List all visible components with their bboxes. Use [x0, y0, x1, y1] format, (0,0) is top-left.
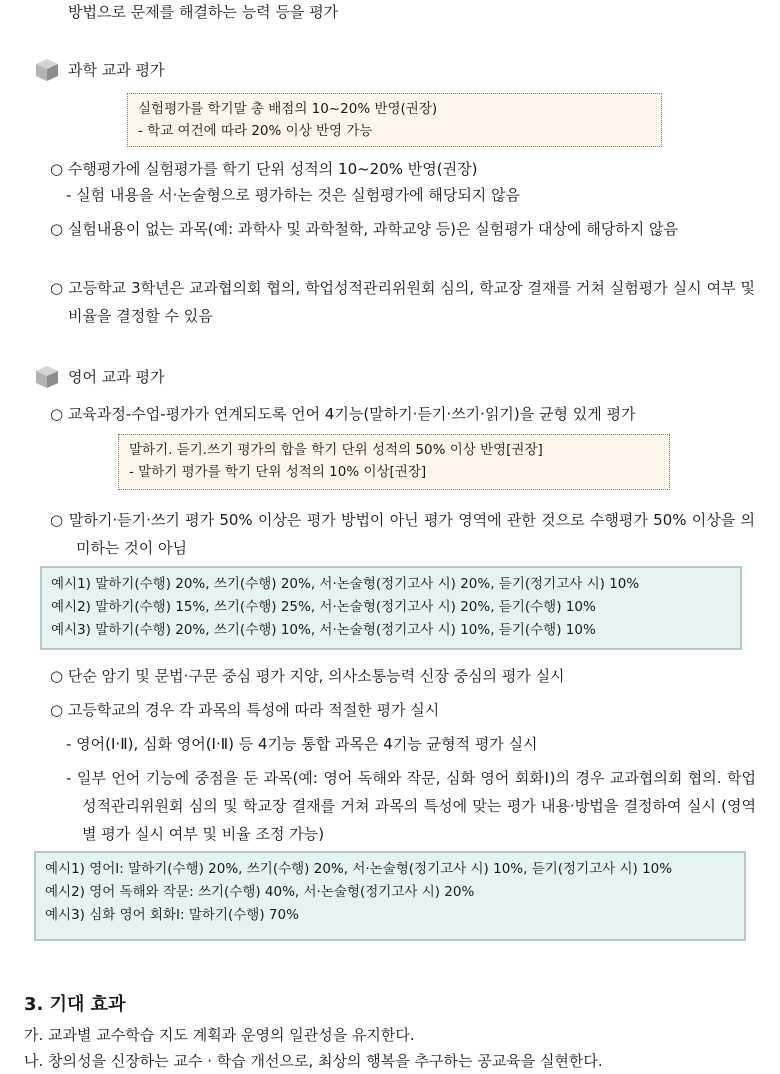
english-sub-1: - 영어(Ⅰ·Ⅱ), 심화 영어(Ⅰ·Ⅱ) 등 4기능 통합 과목은 4기능 균형적 평가 실시 [66, 735, 538, 753]
example-line: 예시2) 말하기(수행) 15%, 쓰기(수행) 25%, 서·논술형(정기고사 시) 20%, 듣기(수행) 10% [51, 599, 596, 615]
effect-line-1: 가. 교과별 교수학습 지도 계획과 운영의 일관성을 유지한다. [24, 1026, 415, 1044]
english-examples-box-1 [40, 566, 742, 650]
science-note-line: 실험평가를 학기말 총 배점의 10~20% 반영(권장) [138, 101, 438, 117]
science-heading-label: 과학 교과 평가 [68, 61, 165, 79]
example-line: 예시3) 심화 영어 회화Ⅰ: 말하기(수행) 70% [45, 907, 299, 923]
english-heading [34, 364, 164, 390]
science-note-line: - 학교 여건에 따라 20% 이상 반영 가능 [138, 123, 373, 139]
section-title: 3. 기대 효과 [24, 994, 126, 1015]
english-examples-box-2 [34, 851, 746, 941]
example-line: 예시2) 영어 독해와 작문: 쓰기(수행) 40%, 서·논술형(정기고사 시) 20% [45, 884, 475, 900]
science-note-box [127, 93, 662, 147]
english-item-3: ○ 단순 암기 및 문법·구문 중심 평가 지양, 의사소통능력 신장 중심의 평가 실시 [50, 667, 565, 685]
example-line: 예시1) 영어Ⅰ: 말하기(수행) 20%, 쓰기(수행) 20%, 서·논술형(정기고사 시) 10%, 듣기(정기고사 시) 10% [45, 861, 673, 877]
english-item-2: ○ 말하기·듣기·쓰기 평가 50% 이상은 평가 방법이 아닌 평가 영역에 관한 것으로 수행평가 50% 이상을 의미하는 것이 아님 [50, 511, 755, 557]
science-item-1-sub: - 실험 내용을 서·논술형으로 평가하는 것은 실험평가에 해당되지 않음 [66, 186, 521, 204]
cube-icon [34, 364, 60, 390]
intro-line: 방법으로 문제를 해결하는 능력 등을 평가 [68, 3, 339, 21]
example-line: 예시1) 말하기(수행) 20%, 쓰기(수행) 20%, 서·논술형(정기고사 시) 20%, 듣기(정기고사 시) 10% [51, 576, 640, 592]
effect-line-2: 나. 창의성을 신장하는 교수 · 학습 개선으로, 최상의 행복을 추구하는 공교육을 실현한다. [24, 1052, 603, 1070]
science-item-3: ○ 고등학교 3학년은 교과협의회 협의, 학업성적관리위원회 심의, 학교장 결재를 거쳐 실험평가 실시 여부 및 비율을 결정할 수 있음 [50, 279, 755, 325]
science-heading [34, 57, 164, 83]
english-heading-label: 영어 교과 평가 [68, 368, 165, 386]
cube-icon [34, 57, 60, 83]
english-note-line: 말하기. 듣기.쓰기 평가의 합을 학기 단위 성적의 50% 이상 반영[권장] [129, 442, 543, 458]
english-note-line: - 말하기 평가를 학기 단위 성적의 10% 이상[권장] [129, 464, 427, 480]
english-sub-2: - 일부 언어 기능에 중점을 둔 과목(예: 영어 독해와 작문, 심화 영어 회화Ⅰ)의 경우 교과협의회 협의. 학업성적관리위원회 심의 및 학교장 결재를 거쳐 과목의 특성에 맞는 평가 내용·방법을 결정하여 실시 (영역별 평가 실시 여부 및 비율 조정 가능) [66, 769, 756, 843]
science-item-2: ○ 실험내용이 없는 과목(예: 과학사 및 과학철학, 과학교양 등)은 실험평가 대상에 해당하지 않음 [50, 220, 678, 238]
science-item-1: ○ 수행평가에 실험평가를 학기 단위 성적의 10~20% 반영(권장) [50, 160, 478, 178]
english-item-4: ○ 고등학교의 경우 각 과목의 특성에 따라 적절한 평가 실시 [50, 701, 440, 719]
english-item-1: ○ 교육과정-수업-평가가 연계되도록 언어 4기능(말하기·듣기·쓰기·읽기)을 균형 있게 평가 [50, 405, 636, 423]
english-note-box [118, 434, 670, 490]
example-line: 예시3) 말하기(수행) 20%, 쓰기(수행) 10%, 서·논술형(정기고사 시) 10%, 듣기(수행) 10% [51, 622, 596, 638]
